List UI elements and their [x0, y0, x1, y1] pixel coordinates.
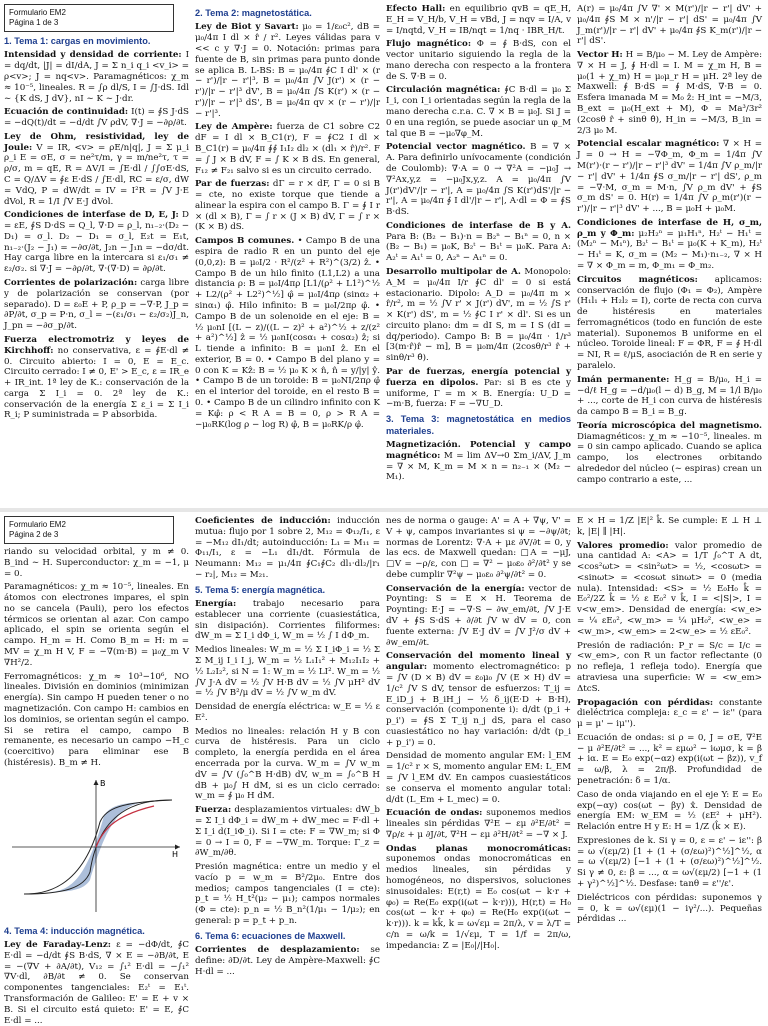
formula-paragraph: [577, 641, 762, 695]
formula-text: carga libre y de polarización se conservan (por separado). D = ε₀E + P, ρ_p = −∇·P, J_p = ∂P/∂t, σ_p = P·n, σ_l = −(ε₁/σ₁ − ε₂/σ₂)J_n, J_pn = −∂σ_p/∂t.: [4, 278, 189, 332]
formula-term: Ley de Biot y Savart:: [195, 22, 299, 33]
formula-text: Monopolo: A_M = μ₀/4π I/r ∮C dl' = 0 si está estacionario. Dipolo: A_D = μ₀/4π m × r̂/r², m = ½ ∫V r' × J(r') dV', m = ½ ∫S r' × K(r') dS', m = ½ ∮C I r' × dl'. Si es un circuito plano: dm = dI S, m = I S (dI = dq/periodo). Campo B: B = μ₀/4π · 1/r³ [3(m·r̂)r̂ − m], B = μ₀m/4π (2cosθ/r³ r̂ + sinθ/r³ θ̂).: [386, 266, 571, 364]
formula-text: H = B/μ₀ − M. Ley de Ampère: ∇ × H = J, ∮ H·dl = I. M = χ_m H, B = μ₀(1 + χ_m) H = μ₀μ_r H = μH. 2ª ley de Maxwell: ∮ B·dS = ∮ M·dS, ∇·B = 0. Esfera imanada M = M₀ ẑ: H_int = −M/3, B_ext = μ₀(H_ext + M), Φ = Ma³/3r² (2cosθ r̂ + sinθ θ̂), H_in = −M/3, B_in = 2/3 μ₀ M.: [577, 50, 762, 136]
h-axis-label: H: [172, 849, 179, 859]
formula-text: Para B: (B₂ − B₁)·n = B₂ⁿ − B₁ⁿ = 0, n × (B₂ − B₁) = μ₀K, B₂ᵗ − B₁ᵗ = μ₀K. Para A: A₂ᵗ = A₁ᵗ = 0, A₂ⁿ − A₁ⁿ = 0.: [386, 231, 571, 264]
formula-paragraph: [577, 139, 762, 214]
formula-paragraph: [386, 651, 571, 748]
formula-paragraph: [577, 375, 762, 418]
page1-column-1: [4, 4, 189, 504]
formula-paragraph: [386, 39, 571, 82]
section-heading: 6. Tema 6: ecuaciones de Maxwell.: [195, 930, 346, 941]
formula-paragraph: [386, 85, 571, 139]
formula-text: H_g = B/μ₀, H_i = −d/ℓ H_g = −d/μ₀(l − d) B_g, M = 1/l B/μ₀ + ..., corte de H_i con curva de histéresis da campo B = B_i = B_g.: [577, 374, 762, 418]
formula-term: Valores promedio:: [577, 540, 669, 551]
formula-text: A(r) = μ₀/4π ∫V ∇' × M(r')/|r − r'| dV' + μ₀/4π ∮S M × n'/|r − r'| dS' = μ₀/4π ∫V J_m(r')/|r − r'| dV' + μ₀/4π ∮S K_m(r')/|r − r'| dS'.: [577, 4, 762, 47]
formula-paragraph: [195, 122, 380, 176]
formula-paragraph: [4, 278, 189, 332]
formula-term: Intensidad y densidad de corriente:: [4, 50, 182, 61]
section-heading: 4. Tema 4: inducción magnética.: [4, 925, 145, 936]
page-header: [4, 516, 174, 544]
formula-paragraph: [386, 584, 571, 649]
formula-paragraph: [577, 421, 762, 486]
formula-text: riando su velocidad orbital, y m ≠ 0. B_ind ∼ H. Superconductor: χ_m = −1, μ = 0.: [4, 547, 189, 579]
formula-term: Desarrollo multipolar de A.: [386, 266, 521, 277]
formula-text: μ₀ = 1/ε₀c², dB = μ₀/4π I dl × r̂ / r². Leyes válidas para v << c y ∇·J = 0. Notación: primas para fuente de B, sin primas para punto donde se aplica B. L-BS: B = μ₀/4π ∮C I dl' × (r − r')/|r − r'|³, B = μ₀/4π ∫V J(r') × (r − r')/|r − r'|³ dV', B = μ₀/4π ∫S K(r') × (r − r')/|r − r'|³ dS', B = μ₀/4π qv × (r − r')/|r − r'|³.: [195, 22, 380, 119]
formula-text: M = lim ΔV→0 Σm_i/ΔV, J_m = ∇ × M, K_m = M × n = n₂₋₁ × (M₂ − M₁).: [386, 450, 571, 483]
formula-term: Fuerza electromotriz y leyes de Kirchhoff:: [4, 334, 189, 356]
formula-text: ε = −dΦ/dt, ∮C E·dl = −d/dt ∮S B·dS, ∇ × E = −∂B/∂t, E = −(∇V + ∂A/∂t), V₁₂ = ∫₁² E·dl = −∫₁² ∇V·dl, ∂B/∂t ≠ 0. Se conservan componentes tangenciales: E₂ᵗ = E₁ᵗ. Transformación de Galileo: E' = E + v × B. Si el circuito está quieto: E' = E, ∮C E·dl = ...: [4, 940, 189, 1026]
formula-term: Conservación de la energía:: [386, 583, 525, 594]
formula-term: Conservación del momento lineal y angular:: [386, 651, 571, 673]
header-title: Formulario EM2: [9, 520, 66, 529]
formula-term: Par de fuerzas:: [195, 179, 270, 190]
formula-term: Potencial escalar magnético:: [577, 139, 720, 150]
formula-paragraph: [386, 751, 571, 805]
formula-text: Medios no lineales: relación H y B con curva de histéresis. Para un ciclo completo, la energía perdida en el área encerrada por la curva. W_m = ∫V w_m dV = ∫V (∫₀^B H·dB) dV, w_m = ∫₀^B H dB + μ₀∫ H dM, si es un ciclo cerrado: w_m = ∮ μ₀ H dM.: [195, 726, 380, 802]
page1-column-4: [577, 4, 762, 504]
formula-term: Ley de Ampère:: [195, 122, 273, 133]
formula-text: constante dieléctrica compleja: ε_c = ε' − iε'' (para μ = μ' − iμ'').: [577, 697, 762, 730]
section-heading: 5. Tema 5: energía magnética.: [195, 584, 326, 595]
formula-text: Caso de onda viajando en el eje Y: E = E₀ exp(−αy) cos(ωt − βy) x̂. Densidad de energía EM: w_EM = ½ (εE² + μH²). Relación entre H y E: H = 1/Z (k̂ × E).: [577, 789, 762, 833]
formula-paragraph: [195, 599, 380, 642]
formula-text: se define: ∂D/∂t. Ley de Ampère-Maxwell: ∮C H·dl = ...: [195, 945, 381, 977]
formula-text: Presión magnética: entre un medio y el vacío p = w_m = B²/2μ₀. Entre dos medios; campos tangenciales (I = cte): p_t = ½ H_t²(μ₂ − μ₁); campos normales (Φ = cte): p_n = ½ B_n²(1/μ₁ − 1/μ₂); en general: p = p_t + p_n.: [195, 862, 380, 926]
formula-text: Diamagnéticos: χ_m ≈ −10⁻⁵, lineales. m = 0 sin campo aplicado. Cuando se aplica campo, los electrones orbitando alrededor del núcleo (∼ espiras) crean un campo contrario a este, ...: [577, 431, 762, 485]
formula-text: • Campo B de una espira de radio R en un punto del eje (0,0,z): B = μ₀I/2 · R²/(z² + R²)^(3/2) ẑ. • Campo B de un hilo finito (L1,L2) a una distancia ρ: B = μ₀I/4πρ [L1/(ρ² + L1²)^½ + L2/(ρ² + L2²)^½] φ̂ = μ₀I/4πρ (sinα₂ + sinα₁) φ̂. Hilo infinito: B = μ₀I/2πρ φ̂. • Campo B de un solenoide en el eje: B = ½ μ₀nI [(L − z)/((L − z)² + a²)^½ + z/(z² + a²)^½] ẑ = ½ μ₀nI(cosα₁ + cosα₂) ẑ; si L tiende a infinito: B = μ₀nI ẑ. En el exterior, B = 0. • Campo B del plano y = 0 con K = Kẑ: B = ½ μ₀ K × n̂, n̂ = y/|y| ŷ. • Campo B de un toroide: B = μ₀NI/2πρ φ̂ en el interior del toroide, en el resto B = 0. • Campo B de un cilindro infinito con K = Kφ̂: ρ < R A = B = 0, ρ > R A = −μ₀RK(log ρ − log R) φ̂, B = μ₀RK/ρ φ̂.: [195, 236, 380, 430]
formula-paragraph: [195, 179, 380, 233]
page-2: [0, 512, 768, 1024]
formula-term: Condiciones de interfase de B y A.: [386, 220, 571, 231]
formula-paragraph: [386, 221, 571, 264]
page2-column-2: [195, 516, 380, 1016]
formula-text: Densidad de energía eléctrica: w_E = ½ ε E².: [195, 702, 380, 723]
section-heading: 1. Tema 1: cargas en movimiento.: [4, 36, 151, 46]
formula-term: Magnetización. Potencial y campo magnético:: [386, 439, 571, 461]
section-heading: 3. Tema 3: magnetostática en medios materiales.: [386, 414, 571, 436]
formula-term: Circulación magnética:: [386, 85, 501, 96]
page-header: [4, 4, 174, 32]
formula-paragraph: [4, 210, 189, 275]
formula-paragraph: [386, 516, 571, 581]
formula-paragraph: [386, 267, 571, 364]
formula-term: Ondas planas monocromáticas:: [386, 843, 571, 854]
b-axis-label: B: [100, 778, 106, 788]
formula-term: Par de fuerzas, energía potencial y fuerza en dipolos.: [386, 367, 571, 388]
formula-paragraph: [577, 218, 762, 272]
formula-text: no conservativa, ε = ∮E·dl ≠ 0. Circuito abierto: I = 0, E = E_c. Circuito cerrado: I ≠ 0, E' > E_c, ε = IR_e + IR_int. 1ª ley de K.: conservación de la carga Σ I_i = 0. 2ª ley de K.: conservación de la energía Σ ε_i = Σ I_i R_i; P suministrada = P absorbida.: [4, 345, 189, 421]
formula-term: Corrientes de polarización:: [4, 278, 138, 289]
formula-paragraph: [195, 702, 380, 724]
formula-text: Presión de radiación: P_r = S/c = I/c = <w_em>, con R un factor reflectante (0 no refleja, 1 refleja todo). Energía que atraviesa una superficie: W = <w_em> ΔtcS.: [577, 640, 762, 694]
formula-paragraph: [386, 440, 571, 483]
hysteresis-svg: [4, 772, 189, 922]
formula-text: suponemos medios lineales sin pérdidas ∇²E − εμ ∂²E/∂t² = ∇ρ/ε + μ ∂J/∂t, ∇²H − εμ ∂²H/∂t² = −∇ × J.: [386, 808, 572, 840]
formula-paragraph: [577, 4, 762, 47]
page1-column-2: [195, 4, 380, 504]
formula-text: ∮C B·dl = μ₀ Σ I_i, con I_i orientadas según la regla de la mano derecha c.r.a. C. ∇ × B = μ₀J. Si J = 0 en una región, se puede asociar un φ_M tal que B = −μ₀∇φ_M.: [386, 85, 571, 139]
formula-paragraph: [386, 844, 571, 952]
formula-term: Energía:: [195, 599, 237, 610]
formula-text: Par: si B es cte y uniforme, Γ = m × B. Energía: U_D = −m·B, fuerza: F = −∇U_D.: [386, 377, 571, 410]
formula-text: Ecuación de ondas: si ρ = 0, J = σE, ∇²E − μ ∂²E/∂t² = ..., k² = εμω² − iωμσ, k = β + iα. E = E₀ exp(−αz) exp(i(ωt − βz)), v_f = ω/β, λ = 2π/β. Profundidad de penetración: δ = 1/α.: [577, 732, 762, 786]
page2-column-3: [386, 516, 571, 1016]
formula-text: fuerza de C1 sobre C2 dF = I dl × B_C1(r), F = ∮C2 I dl × B_C1(r) = μ₀/4π ∮∮ I₁I₂ dl₂ × (dl₁ × r̂)/r². F = ∫ J × B dV, F = ∫ K × B dS. En general, F₁₂ ≠ F₂₁ salvo si es un circuito cerrado.: [195, 122, 380, 176]
formula-paragraph: [577, 516, 762, 538]
formula-paragraph: [195, 945, 380, 977]
formula-paragraph: [195, 22, 380, 119]
formula-paragraph: [577, 836, 762, 890]
formula-paragraph: [386, 367, 571, 410]
formula-text: trabajo necesario para establecer una corriente (cuasiestática, sin disipación). Corrientes filiformes: dW_m = Σ I_i dΦ_i, W_m = ½ ∫ I dΦ_m.: [195, 599, 380, 642]
b-axis-arrow: [94, 780, 99, 785]
formula-term: Circuitos magnéticos:: [577, 274, 698, 285]
formula-text: B = ∇ × A. Para definirlo unívocamente (condición de Coulomb): ∇·A = 0 → ∇²A = −μ₀J → ∇²Ax,y,z = −μ₀Jx,y,z. A = μ₀/4π ∫V J(r')dV'/|r − r'|, A = μ₀/4π ∫S K(r')dS'/|r − r'|, A = μ₀/4π ∮ I dl'/|r − r'|, A·dl = Φ = ∮S B·dS.: [386, 142, 571, 218]
formula-term: Condiciones de interfase de D, E, J:: [4, 210, 179, 221]
formula-paragraph: [577, 733, 762, 787]
formula-term: Ley de Ohm, resistividad, ley de Joule:: [4, 131, 189, 153]
formula-text: en equilibrio qvB = qE_H, E_H = V_H/b, V_H = vBd, J = nqv = I/A, v = I/nqtd, V_H = IB/nqt = 1/nq · IBR_H/t.: [386, 4, 572, 36]
formula-term: Condiciones de interfase de H, σ_m, ρ_m y Φ_m:: [577, 217, 762, 239]
formula-paragraph: [4, 547, 189, 579]
page2-column-4: [577, 516, 762, 1016]
formula-text: valor promedio de una cantidad A: <A> = 1/T ∫₀^T A dt, <cos²ωt> = <sin²ωt> = ½, <cosωt> = <sinωt> = <cosωt sinωt> = 0 (media nula). Intensidad: <S> = ½ E₀H₀ k̂ = E₀²/2Z k̂ = ½ ε E₀² v k̂, I = <|S|>, I = v<w_em>. Densidad de energía: <w_e> = ¼ εE₀², <w_m> = ¼ μH₀², <w_e> = <w_m>, <w_em> = 2<w_e> = ½ εE₀².: [577, 540, 762, 637]
formula-term: Teoría microscópica del magnetismo.: [577, 420, 762, 431]
formula-text: Paramagnéticos: χ_m ≈ 10⁻⁵, lineales. En átomos con electrones impares, el spin no se cancela (Pauli), pero los efectos térmicos se orientan al azar. Con campo aplicado, el spin se orienta según el campo. H_m = H. Como B_m = H: m = MV = χ_m H V, F = −∇(m·B) = μ₀χ_m V ∇H²/2.: [4, 582, 189, 668]
formula-term: Ley de Faraday-Lenz:: [4, 940, 111, 951]
formula-paragraph: [386, 808, 571, 840]
hysteresis-figure: [4, 772, 189, 922]
formula-paragraph: [4, 940, 189, 1026]
formula-paragraph: [386, 142, 571, 217]
formula-paragraph: [195, 862, 380, 927]
formula-term: Propagación con pérdidas:: [577, 697, 714, 708]
formula-paragraph: [577, 698, 762, 730]
formula-paragraph: [577, 50, 762, 136]
formula-text: Densidad de momento angular EM: l_EM = 1/c² r × S, momento angular EM: L_EM = ∫V l_EM dV. En campos cuasiestáticos se conserva el momento angular total: d/dt (L_Em + L_mec) = 0.: [386, 751, 571, 805]
formula-paragraph: [4, 582, 189, 668]
formula-term: Coeficientes de inducción:: [195, 516, 331, 526]
formula-text: Expresiones de k. Si γ = 0, ε = ε' − iε'': β = ω √(εμ/2) [1 + (1 + (σ/εω)²)^½]^½, α = ω √(εμ/2) [−1 + (1 + (σ/εω)²)^½]^½. Si γ ≠ 0, ε: β = ..., α = ω√(εμ/2) [−1 + (1 + γ²)^½]^½. Desfase: tanθ = ε''/ε'.: [577, 835, 762, 889]
formula-paragraph: [195, 805, 380, 859]
formula-term: Flujo magnético:: [386, 39, 472, 50]
formula-text: Ferromagnéticos: χ_m ≈ 10³−10⁶, NO lineales. División en dominios (minimizan energía). Sin campo H pueden tener o no magnetización. Con campo H: cambios en los dominios, se orientan según el campo. Si se retira el campo, campo B remanente, es necesario un campo −H_c (coercitivo) para eliminar ese B (histéresis). B_m ≠ H.: [4, 671, 189, 768]
formula-text: μ₂H₂ⁿ = μ₁H₁ⁿ, H₂ᵗ − H₁ᵗ = (M₂ⁿ − M₁ⁿ), B₂ᵗ − B₁ᵗ = μ₀(K + K_m), H₂ᵗ − H₁ᵗ = K, σ_m = (M₂ − M₁)·n₁₋₂, ∇ × H = ∇ × Φ_m = m, Φ_m₁ = Φ_m₂.: [577, 228, 762, 271]
formula-paragraph: [195, 516, 380, 581]
section-heading: 2. Tema 2: magnetostática.: [195, 8, 312, 18]
formula-text: Medios lineales: W_m = ½ Σ I_iΦ_i = ½ Σ Σ M_ij I_i I_j, W_m = ½ L₁I₁² + M₁₂I₁I₂ + ½ L₂I₂², si N = 1: W_m = ½ LI². W_m = ½ ∫V J·A dV = ½ ∫V H·B dV = ½ ∫V μH² dV = ½ ∫V B²/μ dV = ½ ∫V w_m dV.: [195, 645, 380, 699]
formula-text: E × H = 1/Z |E|² k̂. Se cumple: E ⊥ H ⊥ k, |E| ∥ |H|.: [577, 516, 762, 537]
page2-column-1: [4, 516, 189, 1026]
formula-text: V = IR, <v> = ρE/n|q|, J = Σ μ_i ρ_i E = σE, σ = ne²τ/m, γ = m/ne²τ, τ = ρ/σ, m = qE, R = ΔV/I = ∫E·dl / ∫∫σE·dS, C = Q/ΔV = ∮ε E·dS / ∫E·dl, RC = ε/σ, dW = VdQ, P = dW/dt = IV = I²R = ∫V J·E dVol, R = 1/I ∫V E·J dVol.: [4, 142, 189, 207]
formula-term: Fuerza:: [195, 805, 232, 816]
h-axis-arrow: [175, 844, 180, 849]
formula-paragraph: [4, 107, 189, 129]
formula-term: Ecuación de ondas:: [386, 808, 483, 819]
formula-text: aplicamos: conservación de flujo (Φ₁ = Φ₂), Ampère (H₁l₁ + H₂l₂ = I), corte de recta con curva de histéresis en materiales ferromagnéticos (todo en función de este material). Suponemos B uniforme en el núcleo. Toroide lineal: F = ΦR, F = ∮ H·dl = NI, R = ℓ/μS, asociación de R en serie y paralelo.: [577, 274, 762, 371]
formula-text: ∇ × H = J = 0 → H = −∇Φ_m, Φ_m = 1/4π ∫V M(r')·(r − r')/|r − r'|³ dV' = 1/4π ∫V ρ_m/|r − r'| dV' + 1/4π ∮S σ_m/|r − r'| dS', ρ_m = −∇·M, σ_m = M·n, ∫V ρ_m dV' + ∮S σ_m dS' = 0. H(r) = 1/4π ∫V ρ_m(r')(r − r')/|r − r'|³ dV' + ..., B = μ₀H + μ₀M.: [577, 139, 762, 215]
formula-term: Ecuación de continuidad:: [4, 107, 129, 118]
formula-text: I = dq/dt, |J| = dI/dA, J = Σ n_i q_i <v_i> = ρ<v>; J = nq<v>. Paramagnéticos: χ_m ≈ 10⁻⁵, lineales. R = ∫ρ dl/S, I = ∫J·dS. Idl ∼ {K dS, J dV}, nI ∼ K ∼ J·dr.: [4, 50, 189, 104]
formula-term: Potencial vector magnético.: [386, 142, 526, 153]
formula-paragraph: [4, 132, 189, 207]
formula-term: Efecto Hall:: [386, 4, 446, 14]
formula-paragraph: [4, 335, 189, 421]
formula-term: Imán permanente:: [577, 374, 670, 385]
formula-paragraph: [195, 236, 380, 430]
formula-paragraph: [577, 275, 762, 372]
formula-text: Dieléctricos con pérdidas: suponemos γ = 0, k = ω√(εμ)(1 − iγ²/...). Pequeñas pérdidas ...: [577, 892, 762, 925]
page-1: [0, 0, 768, 512]
formula-term: Vector H:: [577, 50, 623, 61]
formula-text: suponemos ondas monocromáticas en medios lineales, sin pérdidas y homogéneos, no dispersivos, soluciones sinusoidales: E(r,t) = E₀ cos(ωt − k·r + φ₀) = Re(E₀ exp(i(ωt − k·r))), H(r,t) = H₀ cos(ωt − k·r + φ₀) = Re(H₀ exp(i(ωt − k·r))). k = kk̂, k = ω√εμ = 2π/λ, v = λ/T = c/n = ω/k = 1/√εμ, T = 1/f = 2π/ω, impedancia: Z = |E₀|/|H₀|.: [386, 854, 571, 951]
formula-text: I(t) = ∮S J·dS = −dQ(t)/dt = −d/dt ∫V ρdV, ∇·J = −∂ρ/∂t.: [4, 107, 190, 129]
formula-term: Corrientes de desplazamiento:: [195, 945, 360, 956]
header-page-number: Página 1 de 3: [9, 17, 59, 27]
formula-paragraph: [4, 672, 189, 769]
formula-term: Campos B comunes.: [195, 236, 295, 247]
formula-paragraph: [4, 50, 189, 104]
formula-text: inducción mutua: flujo por 1 sobre 2, M₁₂ = Φ₁₂/I₁, ε = −M₁₂ dI₁/dt; autoinducción: L₁ = M₁₁ = Φ₁₁/I₁, ε = −L₁ dI₁/dt. Fórmula de Neumann: M₁₂ = μ₁/4π ∮C₁∮C₂ dl₁·dl₂/|r₁ − r₂|, M₁₂ = M₂₁.: [195, 516, 381, 580]
formula-text: vector de Poynting: S = E × H. Teorema de Poynting: E·J = −∇·S − ∂w_em/∂t, ∫V J·E dV + ∮S S·dS + ∂/∂t ∫V w dV = 0, con fuente externa: ∫V E·J dV = ∫V J²/σ dV + ∂w_em/∂t.: [386, 583, 571, 648]
formula-text: D = εE, ∮S D·dS = Q_l, ∇·D = ρ_l, n₁₋₂·(D₂ − D₁) = σ_l. D₂ − D₁ = σ_l, E₂t = E₁t, n₁₋₂·(J₂ − J₁) = −∂σ/∂t, J₂n − J₁n = −dσ/dt. Hay carga libre en la intercara si ε₁/σ₁ ≠ ε₂/σ₂. si ∇·J = −∂ρ/∂t, ∇·(∇·D) = ∂ρ/∂t.: [4, 210, 190, 275]
formula-paragraph: [195, 645, 380, 699]
formula-paragraph: [195, 727, 380, 802]
formula-text: Φ = ∮ B·dS, con el vector unitario siguiendo la regla de la mano derecha con respecto a la frontera de S. ∇·B = 0.: [386, 39, 571, 82]
header-page-number: Página 2 de 3: [9, 529, 59, 539]
formula-paragraph: [577, 541, 762, 638]
formula-paragraph: [386, 4, 571, 36]
header-title: Formulario EM2: [9, 8, 66, 17]
formula-text: momento electromagnético: p = ∫V (D × B) dV = ε₀μ₀ ∫V (E × H) dV = 1/c² ∫V S dV, tensor de esfuerzos: T_ij = E_iD_j + B_iH_j − ½ δ_ij(E·D + B·H), conservación (componente i): d/dt (p_i + p_i') = ∮S Σ T_ij n_j dS, para el caso cuasiestático no hay variación: d/dt (p_i + p_i') = 0.: [386, 662, 572, 748]
formula-text: nes de norma o gauge: A' = A + ∇ψ, V' = V + ψ, campos invariantes si ψ = −∂ψ/∂t; normas de Lorentz: ∇·A + με ∂V/∂t = 0, y las ecs. de Maxwell quedan: □A = −μJ, □V = −ρ/ε, con □ = ∇² − μ₀ε₀ ∂²/∂t² y se debe cumplir ∇²ψ − μ₀ε₀ ∂²ψ/∂t² = 0.: [386, 516, 571, 580]
formula-paragraph: [577, 893, 762, 925]
formula-paragraph: [577, 790, 762, 833]
formula-text: dΓ = r × dF, Γ = 0 si B = cte, no existe torque que tiende a alinear la espira con el campo B. Γ = ∮ I r × (dl × B), Γ = ∫ r × (J × B) dV, Γ = ∫ r × (K × B) dS.: [195, 179, 380, 233]
formula-text: desplazamientos virtuales: dW_b = Σ I_i dΦ_i = dW_m + dW_mec = F·dl + Σ I_i d(I_iΦ_i). Si I = cte: F = ∇W_m; si Φ = 0 → I = 0, F = −∇W_m. Torque: Γ_z = ∂W_m/∂θ.: [195, 805, 380, 859]
page1-column-3: [386, 4, 571, 504]
